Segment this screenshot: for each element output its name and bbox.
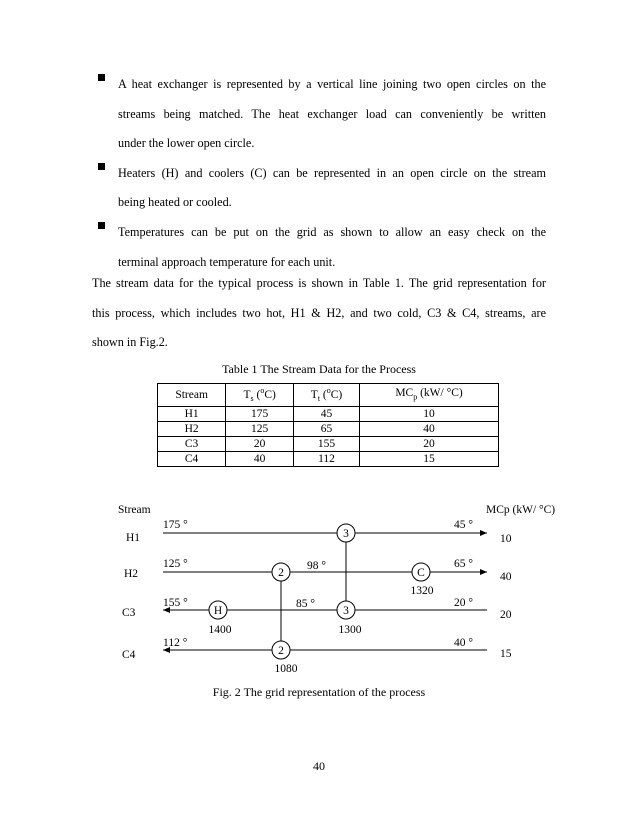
exchanger-3-lower-label: 3	[343, 605, 349, 617]
stream-header: Stream	[118, 504, 151, 516]
table-cell: 112	[294, 452, 360, 467]
temp-label: 20 °	[454, 597, 473, 609]
figure-caption: Fig. 2 The grid representation of the process	[212, 685, 426, 699]
body-paragraph	[92, 269, 546, 358]
mcp-header: MCp (kW/ °C)	[486, 504, 556, 516]
temp-label: 65 °	[454, 558, 473, 570]
bullet-item	[118, 159, 546, 218]
table-cell: 45	[294, 407, 360, 422]
text-line: streams being matched. The heat exchanger load can conveniently be written	[118, 106, 546, 121]
table-cell: C3	[158, 437, 226, 452]
table-cell: 175	[226, 407, 294, 422]
table-header-row	[158, 384, 499, 407]
exchanger-2-load: 1080	[274, 663, 298, 675]
table-cell: 20	[360, 437, 499, 452]
header-mcp: $MC_p$ (kW/ °C)	[360, 384, 499, 407]
exchanger-3-load: 1300	[338, 624, 362, 636]
text-line: being heated or cooled.	[118, 195, 232, 210]
header-stream: Stream	[158, 384, 226, 407]
page-number: 40	[313, 759, 325, 773]
table-cell: 155	[294, 437, 360, 452]
cooler-label: C	[417, 567, 425, 579]
exchanger-2-lower-label: 2	[278, 645, 284, 657]
temp-label: 85 °	[296, 598, 315, 610]
square-bullet-icon	[98, 163, 105, 170]
temp-label: 98 °	[307, 560, 326, 572]
text-line: Temperatures can be put on the grid as shown to allow an easy check on the	[118, 224, 546, 239]
temp-label: 112 °	[163, 637, 188, 649]
bullet-item	[118, 70, 546, 159]
stream-label-h1: H1	[126, 532, 141, 544]
text-line: this process, which includes two hot, H1 & H2, and two cold, C3 & C4, streams, are	[92, 305, 546, 320]
table-cell: H2	[158, 422, 226, 437]
exchanger-2-upper-label: 2	[278, 567, 284, 579]
stream-data-table	[157, 383, 499, 467]
table-cell: 125	[226, 422, 294, 437]
table-cell: 10	[360, 407, 499, 422]
temp-label: 40 °	[454, 637, 473, 649]
bullet-list	[118, 70, 546, 277]
stream-label-c4: C4	[122, 649, 136, 661]
text-line: shown in Fig.2.	[92, 335, 168, 350]
exchanger-3-upper-label: 3	[343, 528, 349, 540]
table-cell: 65	[294, 422, 360, 437]
mcp-value: 20	[500, 609, 512, 621]
text-line: terminal approach temperature for each unit.	[118, 254, 336, 269]
table-cell: H1	[158, 407, 226, 422]
temp-label: 155 °	[163, 597, 188, 609]
header-tt: $T_t$ ($^o$C)	[294, 384, 360, 407]
text-line: The stream data for the typical process is shown in Table 1. The grid representation for	[92, 276, 546, 290]
mcp-value: 40	[500, 571, 512, 583]
table-row	[158, 452, 499, 467]
mcp-value: 10	[500, 533, 512, 545]
text-line: under the lower open circle.	[118, 136, 255, 151]
stream-label-h2: H2	[124, 568, 139, 580]
text-line: A heat exchanger is represented by a vertical line joining two open circles on the	[118, 77, 546, 91]
square-bullet-icon	[98, 74, 105, 81]
heater-load: 1400	[208, 624, 232, 636]
table-cell: 40	[360, 422, 499, 437]
table-row	[158, 422, 499, 437]
temp-label: 175 °	[163, 519, 188, 531]
text-line: Heaters (H) and coolers (C) can be represented in an open circle on the stream	[118, 165, 546, 180]
table-cell: C4	[158, 452, 226, 467]
cooler-load: 1320	[410, 585, 434, 597]
table-caption: Table 1 The Stream Data for the Process	[222, 362, 416, 376]
table-row	[158, 407, 499, 422]
square-bullet-icon	[98, 222, 105, 229]
table-row	[158, 437, 499, 452]
temp-label: 125 °	[163, 558, 188, 570]
heater-label: H	[213, 605, 223, 617]
table-cell: 20	[226, 437, 294, 452]
table-cell: 15	[360, 452, 499, 467]
temp-label: 45 °	[454, 519, 473, 531]
stream-label-c3: C3	[122, 607, 136, 619]
table-cell: 40	[226, 452, 294, 467]
header-ts: $T_s$ ($^o$C)	[226, 384, 294, 407]
mcp-value: 15	[500, 648, 512, 660]
